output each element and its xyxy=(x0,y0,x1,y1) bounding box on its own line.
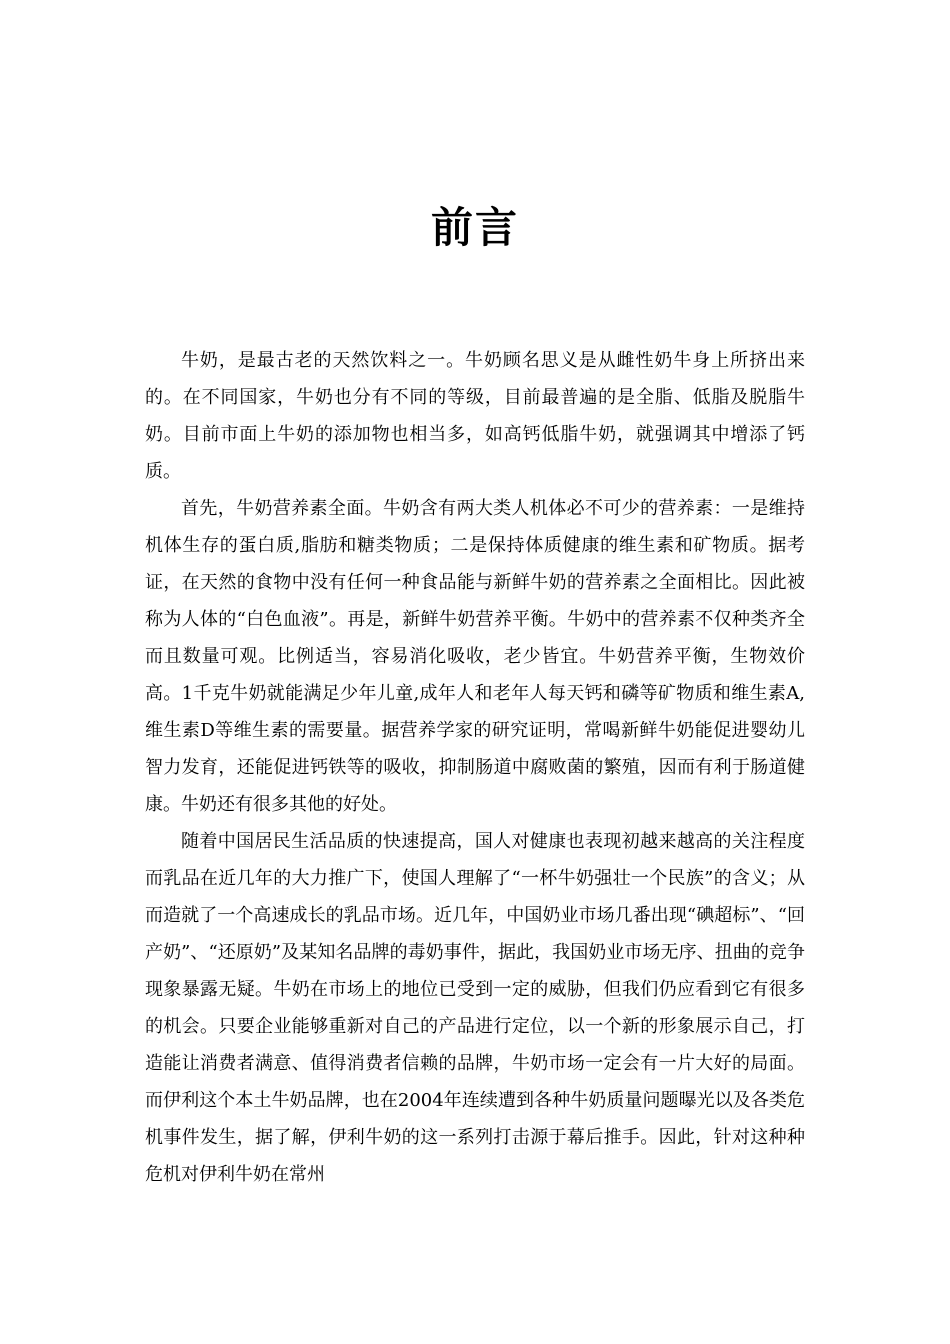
paragraph-1: 牛奶，是最古老的天然饮料之一。牛奶顾名思义是从雌性奶牛身上所挤出来的。在不同国家，牛奶也分有不同的等级，目前最普遍的是全脂、低脂及脱脂牛奶。目前市面上牛奶的添加物也相当多，如高钙低脂牛奶，就强调其中增添了钙质。 xyxy=(145,350,805,482)
paragraph-2: 首先，牛奶营养素全面。牛奶含有两大类人机体必不可少的营养素：一是维持机体生存的蛋白质,脂肪和糖类物质；二是保持体质健康的维生素和矿物质。据考证，在天然的食物中没有任何一种食品能与新鲜牛奶的营养素之全面相比。因此被称为人体的“白色血液”。再是，新鲜牛奶营养平衡。牛奶中的营养素不仅种类齐全而且数量可观。比例适当，容易消化吸收，老少皆宜。牛奶营养平衡，生物效价高。1千克牛奶就能满足少年儿童,成年人和老年人每天钙和磷等矿物质和维生素A,维生素D等维生素的需要量。据营养学家的研究证明，常喝新鲜牛奶能促进婴幼儿智力发育，还能促进钙铁等的吸收，抑制肠道中腐败菌的繁殖，因而有利于肠道健康。牛奶还有很多其他的好处。 xyxy=(145,498,805,815)
page-title: 前言 xyxy=(430,203,519,252)
paragraph-3: 随着中国居民生活品质的快速提高，国人对健康也表现初越来越高的关注程度而乳品在近几年的大力推广下，使国人理解了“一杯牛奶强壮一个民族”的含义；从而造就了一个高速成长的乳品市场。近几年，中国奶业市场几番出现“碘超标”、“回产奶”、“还原奶”及某知名品牌的毒奶事件，据此，我国奶业市场无序、扭曲的竞争现象暴露无疑。牛奶在市场上的地位已受到一定的威胁，但我们仍应看到它有很多的机会。只要企业能够重新对自己的产品进行定位，以一个新的形象展示自己，打造能让消费者满意、值得消费者信赖的品牌，牛奶市场一定会有一片大好的局面。而伊利这个本土牛奶品牌，也在2004年连续遭到各种牛奶质量问题曝光以及各类危机事件发生，据了解，伊利牛奶的这一系列打击源于幕后推手。因此，针对这种种危机对伊利牛奶在常州 xyxy=(145,831,805,1185)
body-text xyxy=(145,342,805,1193)
